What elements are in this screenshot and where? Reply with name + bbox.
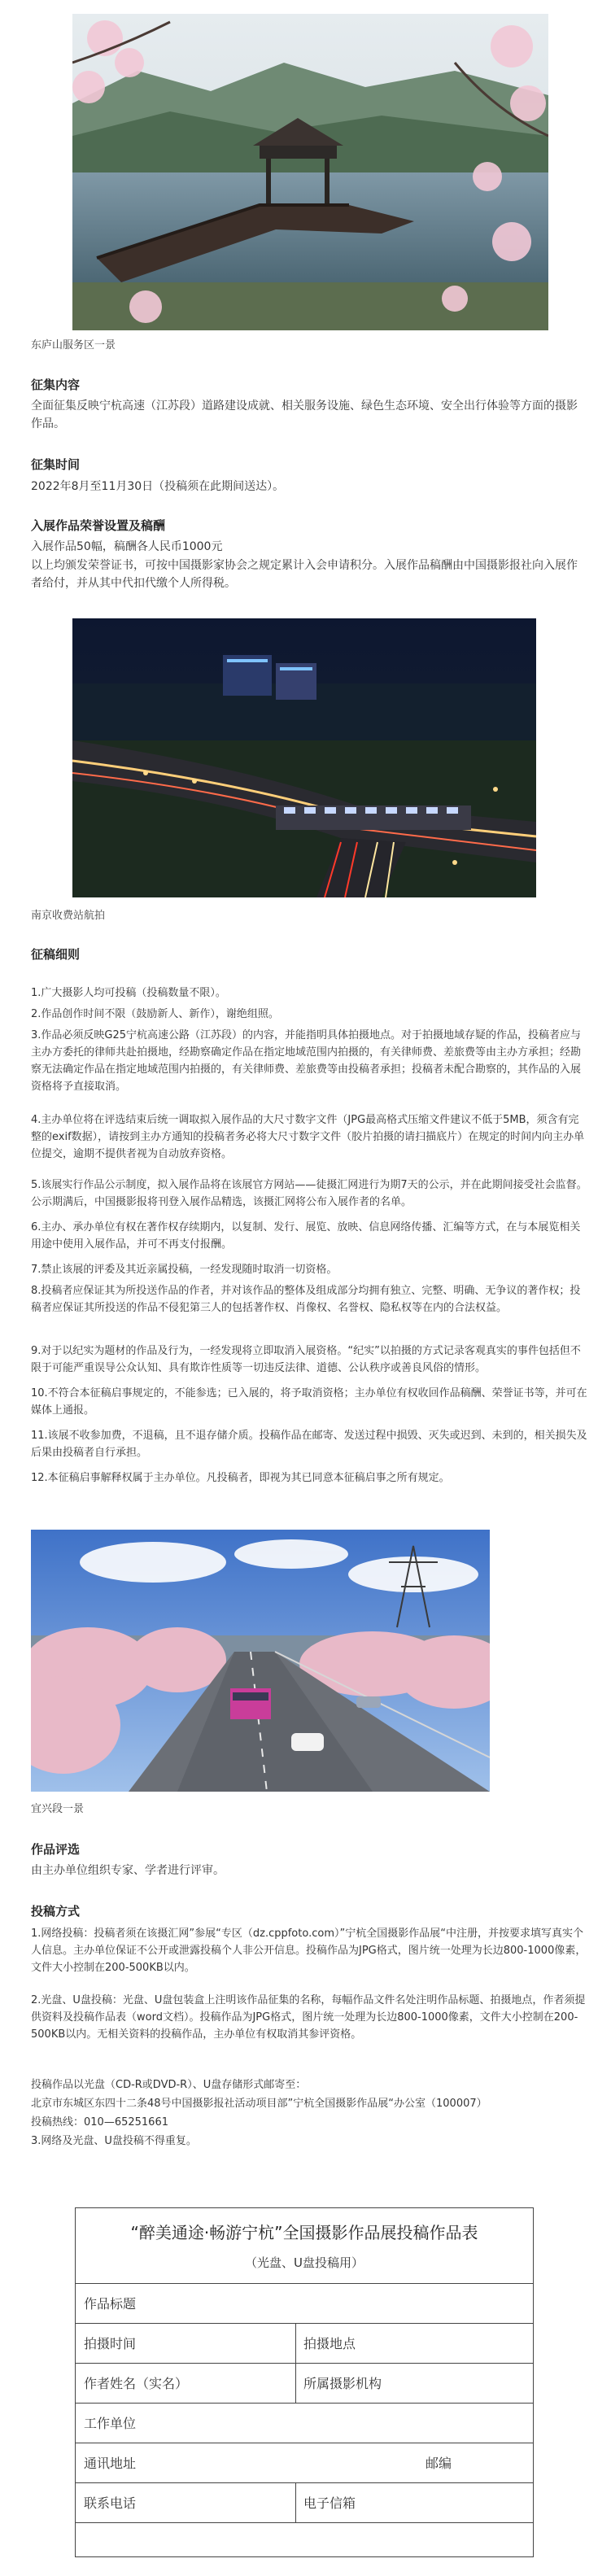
list-item: 7.禁止该展的评委及其近亲属投稿，一经发现随时取消一切资格。 <box>31 1264 338 1276</box>
section-body: 2022年8月至11月30日（投稿须在此期间送达）。 <box>31 480 285 493</box>
list-item: 12.本征稿启事解释权属于主办单位。凡投稿者，即视为其已同意本征稿启事之所有规定。 <box>31 1472 450 1484</box>
list-item: 投稿热线：010—65251661 <box>31 2116 168 2128</box>
section-body: 由主办单位组织专家、学者进行评审。 <box>31 1864 225 1877</box>
photo-dongshan-service-area <box>72 14 548 330</box>
list-item: 4.主办单位将在评选结束后统一调取拟入展作品的大尺寸数字文件（JPG最高格式压缩文件建议不低于5MB，须含有完整的exif数据），请按到主办方通知的投稿者务必将大尺寸数字文件（胶片拍摄的请扫描底片）在规定的时间内向主办单位提交，逾期不提供者视为自动放弃资格。 <box>31 1114 585 1160</box>
list-item: 2.光盘、U盘投稿：光盘、U盘包装盒上注明该作品征集的名称，每幅作品文件名处注明作品标题、拍摄地点，作者须提供资料及投稿作品表（word文档）。投稿作品为JPG格式，图片统一处理为长边800-1000像素，文件大小控制在200-500KB以内。无相关资料的投稿作品，主办单位有权取消其参评资格。 <box>31 1994 586 2041</box>
form-label: 联系电话 <box>84 2495 137 2511</box>
photo-caption: 东庐山服务区一景 <box>31 339 116 351</box>
section-body: 入展作品50幅，稿酬各人民币1000元 <box>31 540 223 553</box>
list-item: 10.不符合本征稿启事规定的，不能参选；已入展的，将予取消资格；主办单位有权收回作品稿酬、荣誉证书等，并可在媒体上通报。 <box>31 1387 587 1417</box>
form-row-blank <box>76 2522 533 2557</box>
section-body: 以上均颁发荣誉证书，可按中国摄影家协会之规定累计入会申请积分。入展作品稿酬由中国摄影报社向入展作者给付，并从其中代扣代缴个人所得税。 <box>31 559 578 590</box>
list-item: 11.该展不收参加费，不退稿，且不退存储介质。投稿作品在邮寄、发送过程中损毁、灭失或迟到、未到的，相关损失及后果由投稿者自行承担。 <box>31 1430 587 1459</box>
form-label: 拍摄时间 <box>84 2336 137 2351</box>
form-row-work-unit <box>76 2403 533 2443</box>
list-item: 3.作品必须反映G25宁杭高速公路（江苏段）的内容，并能指明具体拍摄地点。对于拍摄地域存疑的作品，投稿者应与主办方委托的律师共赴拍摄地，经勘察确定作品在指定地域范围内拍摄的，有关律师费、差旅费等由主办方承担；经勘察无法确定作品在指定地域范围内拍摄的，有关律师费、差旅费等由投稿者承担；投稿者未配合勘察的，其作品的入展资格将予直接取消。 <box>31 1029 582 1093</box>
form-row-contact <box>76 2482 533 2523</box>
submission-form-table <box>75 2207 534 2557</box>
form-row-work-title <box>76 2283 533 2324</box>
section-title: 征稿细则 <box>31 947 81 962</box>
section-title: 投稿方式 <box>31 1904 81 1919</box>
section-title: 征集内容 <box>31 378 81 392</box>
form-label: 作品标题 <box>84 2296 137 2312</box>
form-label: 工作单位 <box>84 2416 137 2431</box>
section-title: 征集时间 <box>31 457 81 472</box>
photo-caption: 宜兴段一景 <box>31 1803 85 1815</box>
list-item: 6.主办、承办单位有权在著作权存续期内，以复制、发行、展览、放映、信息网络传播、汇编等方式，在与本展览相关用途中使用入展作品，并可不再支付报酬。 <box>31 1221 581 1251</box>
section-body: 全面征集反映宁杭高速（江苏段）道路建设成就、相关服务设施、绿色生态环境、安全出行体验等方面的摄影作品。 <box>31 399 578 430</box>
form-label: 通讯地址 <box>84 2456 137 2471</box>
list-item: 1.广大摄影人均可投稿（投稿数量不限）。 <box>31 987 226 999</box>
list-item: 1.网络投稿：投稿者须在该摄汇网”参展“专区（dz.cppfoto.com）”宁杭全国摄影作品展“中注册，并按要求填写真实个人信息。主办单位保证不公开或泄露投稿个人非公开信息。投稿作品为JPG格式，图片统一处理为长边800-1000像素，文件大小控制在200-500KB以内。 <box>31 1928 587 1974</box>
list-item: 3.网络及光盘、U盘投稿不得重复。 <box>31 2135 197 2147</box>
form-label: 所属摄影机构 <box>303 2376 382 2391</box>
form-label: 电子信箱 <box>303 2495 356 2511</box>
list-item: 9.对于以纪实为题材的作品及行为，一经发现将立即取消入展资格。“纪实”以拍摄的方式记录客观真实的事件包括但不限于可能严重误导公众认知、具有欺诈性质等一切违反法律、道德、公认秩序或善良风俗的情形。 <box>31 1345 581 1374</box>
form-label: 邮编 <box>426 2456 452 2471</box>
form-subtitle: （光盘、U盘投稿用） <box>245 2255 364 2270</box>
form-row-shoot <box>76 2323 533 2364</box>
photo-yixing-section <box>31 1530 490 1792</box>
list-item: 投稿作品以光盘（CD-R或DVD-R）、U盘存储形式邮寄至： <box>31 2079 307 2091</box>
list-item: 北京市东城区东四十二条48号中国摄影报社活动项目部”宁杭全国摄影作品展“办公室（100007） <box>31 2098 487 2110</box>
list-item: 8.投稿者应保证其为所投送作品的作者，并对该作品的整体及组成部分均拥有独立、完整、明确、无争议的著作权；投稿者应保证其所投送的作品不侵犯第三人的包括著作权、肖像权、名誉权、隐私权等在内的合法权益。 <box>31 1285 581 1314</box>
section-title: 作品评选 <box>31 1842 81 1857</box>
form-row-address <box>76 2443 533 2483</box>
photo-caption: 南京收费站航拍 <box>31 910 106 922</box>
form-row-author <box>76 2363 533 2404</box>
form-label: 作者姓名（实名） <box>84 2376 189 2391</box>
form-title: “醉美通途·畅游宁杭”全国摄影作品展投稿作品表 <box>130 2223 478 2242</box>
photo-nanjing-toll-station <box>72 618 536 897</box>
section-title: 入展作品荣誉设置及稿酬 <box>31 518 166 533</box>
list-item: 5.该展实行作品公示制度，拟入展作品将在该展官方网站——徒摄汇网进行为期7天的公示，并在此期间接受社会监督。公示期满后，中国摄影报将刊登入展作品精选，该摄汇网将公布入展作者的名单。 <box>31 1179 587 1208</box>
form-label: 拍摄地点 <box>303 2336 356 2351</box>
list-item: 2.作品创作时间不限（鼓励新人、新作），谢绝组照。 <box>31 1008 279 1020</box>
